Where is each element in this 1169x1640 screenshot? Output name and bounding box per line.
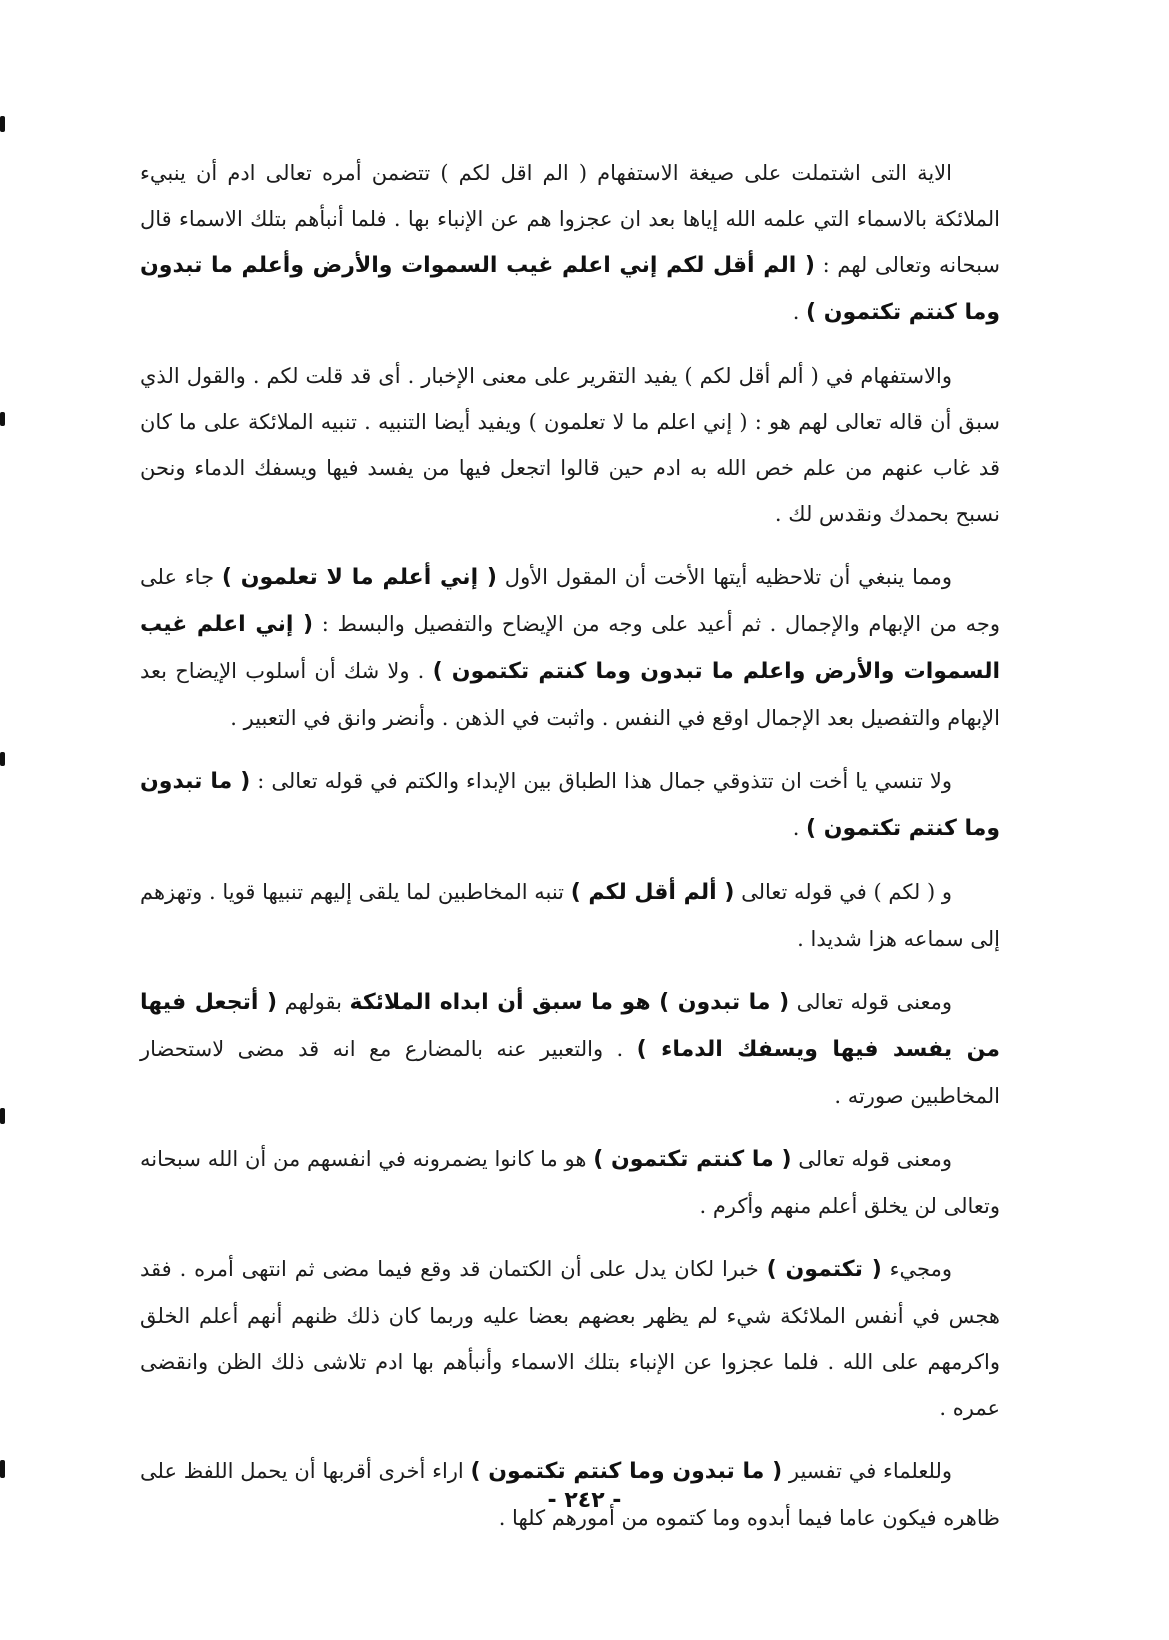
text-run: وللعلماء في تفسير <box>782 1459 953 1483</box>
text-run: . والتعبير عنه بالمضارع مع انه قد مضى لاستحضار المخاطبين صورته . <box>140 1037 1000 1108</box>
paragraph <box>140 353 1000 537</box>
text-run: تنبه المخاطبين لما يلقى إليهم تنبيها قويا . وتهزهم إلى سماعه هزا شديدا . <box>140 880 1000 951</box>
paragraph <box>140 554 1000 741</box>
bold-quote: ( ما تبدون ) هو ما سبق أن ابداه الملائكة <box>349 990 790 1015</box>
scan-edge-mark <box>0 412 5 426</box>
bold-quote: ( ما تبدون وما كنتم تكتمون ) <box>470 1459 783 1484</box>
text-run: والاستفهام في ( ألم أقل لكم ) يفيد التقرير على معنى الإخبار . أى قد قلت لكم . والقول الذي سبق أن قاله تعالى لهم هو : ( إني اعلم ما لا تعلمون ) ويفيد أيضا التنبيه . تنبيه الملائكة على ما كان قد غاب عنهم من علم خص الله به ادم حين قالوا اتجعل فيها من يفسد فيها ويسفك الدماء ونحن نسبح بحمدك ونقدس لك . <box>140 364 1000 526</box>
bold-quote: ( تكتمون ) <box>766 1257 882 1282</box>
paragraph <box>140 1136 1000 1229</box>
text-run: ومجيء <box>881 1257 952 1281</box>
paragraph <box>140 150 1000 336</box>
paragraph <box>140 979 1000 1119</box>
paragraph <box>140 758 1000 852</box>
text-run: خبرا لكان يدل على أن الكتمان قد وقع فيما مضى ثم انتهى أمره . فقد هجس في أنفس الملائكة شيء لم يظهر بعضهم بعضا عليه وربما كان ذلك ظنهم أنهم أعلم الخلق واكرمهم على الله . فلما عجزوا عن الإنباء بتلك الاسماء وأنبأهم بها ادم تلاشى ذلك الظن وانقضى عمره . <box>140 1257 1000 1420</box>
text-run: ومما ينبغي أن تلاحظيه أيتها الأخت أن المقول الأول <box>496 565 953 589</box>
text-run: هو ما كانوا يضمرونه في انفسهم من أن الله سبحانه وتعالى لن يخلق أعلم منهم وأكرم . <box>140 1147 1000 1218</box>
text-run: ومعنى قوله تعالى <box>789 990 952 1014</box>
text-run: . <box>792 816 807 840</box>
page-number: - ٢٤٢ - <box>547 1488 622 1513</box>
scan-edge-mark <box>0 752 5 766</box>
scan-edge-mark <box>0 116 5 132</box>
text-run: ومعنى قوله تعالى <box>791 1147 952 1171</box>
bold-quote: ( الم أقل لكم إني اعلم غيب السموات والأرض وأعلم ما تبدون وما كنتم تكتمون ) <box>140 253 1000 325</box>
text-run: و ( لكم ) في قوله تعالى <box>734 880 952 904</box>
text-run: . <box>792 300 807 324</box>
bold-quote: ( ما كنتم تكتمون ) <box>593 1147 792 1172</box>
body-text <box>140 150 1000 1558</box>
scan-edge-mark <box>0 1460 5 1478</box>
paragraph <box>140 869 1000 962</box>
text-run: اراء أخرى أقربها أن يحمل اللفظ على ظاهره فيكون عاما فيما أبدوه وما كتموه من أمورهم كلها . <box>140 1459 1000 1530</box>
text-run: الاية التى اشتملت على صيغة الاستفهام ( الم اقل لكم ) تتضمن أمره تعالى ادم أن ينبيء الملائكة بالاسماء التي علمه الله إياها بعد ان عجزوا هم عن الإنباء بها . فلما أنبأهم بتلك الاسماء قال سبحانه وتعالى لهم : <box>140 161 1001 277</box>
bold-quote: ( إني أعلم ما لا تعلمون ) <box>221 565 497 590</box>
text-run: بقولهم <box>277 990 350 1014</box>
bold-quote: ( إني اعلم غيب السموات والأرض واعلم ما تبدون وما كنتم تكتمون ) <box>140 612 1000 684</box>
scan-edge-mark <box>0 1108 5 1124</box>
bold-quote: ( ألم أقل لكم ) <box>570 880 735 905</box>
text-run: جاء على وجه من الإبهام والإجمال . ثم أعيد على وجه من الإيضاح والتفصيل والبسط : <box>140 565 1000 636</box>
bold-quote: ( ما تبدون وما كنتم تكتمون ) <box>140 769 1000 841</box>
paragraph <box>140 1246 1000 1431</box>
bold-quote: ( أتجعل فيها من يفسد فيها ويسفك الدماء ) <box>140 990 1000 1062</box>
text-run: ولا تنسي يا أخت ان تتذوقي جمال هذا الطباق بين الإبداء والكتم في قوله تعالى : <box>250 769 953 793</box>
text-run: . ولا شك أن أسلوب الإيضاح بعد الإبهام والتفصيل بعد الإجمال اوقع في النفس . واثبت في الذهن . وأنضر وانق في التعبير . <box>140 659 1000 730</box>
